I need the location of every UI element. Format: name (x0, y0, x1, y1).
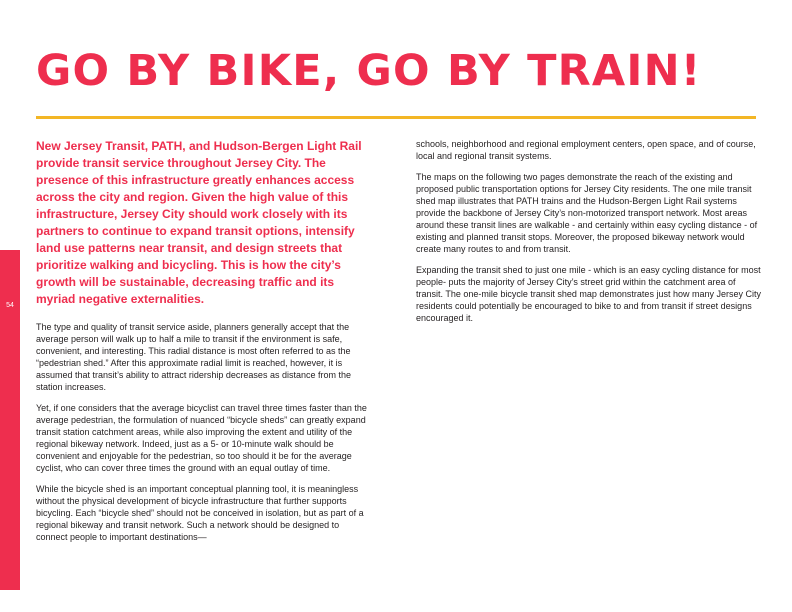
title-divider (36, 116, 756, 119)
left-column (36, 138, 372, 552)
page-side-tab (0, 250, 20, 590)
page-title: GO BY BIKE, GO BY TRAIN! (36, 46, 702, 96)
body-paragraph: The type and quality of transit service aside, planners generally accept that the average person will walk up to half a mile to transit if the environment is safe, convenient, and interesting. This radial distance is most often referred to as the “pedestrian shed.” After this approximate radial limit is reached, however, it is assumed that transit’s ability to attract ridership decreases as distance from the station increases. (36, 322, 351, 392)
page-number: 54 (6, 302, 14, 309)
body-paragraph: While the bicycle shed is an important conceptual planning tool, it is meaningless without the physical development of bicycle infrastructure that further supports bicycling. Each “bicycle shed” should not be conceived in isolation, but as part of a regional bikeway and transit network. Such a network should be designed to connect people to important destinations— (36, 484, 364, 542)
intro-paragraph: New Jersey Transit, PATH, and Hudson-Bergen Light Rail provide transit service throughout Jersey City. The presence of this infrastructure greatly enhances access across the city and region. Given the high value of this infrastructure, Jersey City should work closely with its partners to continue to expand transit options, intensify land use patterns near transit, and design streets that prioritize walking and bicycling. This is how the city’s growth will be sustainable, decreasing traffic and its myriad negative externalities. (36, 139, 362, 306)
body-paragraph: Expanding the transit shed to just one mile - which is an easy cycling distance for most people- puts the majority of Jersey City’s street grid within the catchment area of transit. The one-mile bicycle transit shed map demonstrates just how many Jersey City residents could potentially be encouraged to bike to and from transit if street designs encouraged it. (416, 265, 761, 323)
body-paragraph: The maps on the following two pages demonstrate the reach of the existing and proposed public transportation options for Jersey City residents. The one mile transit shed map illustrates that PATH trains and the Hudson-Bergen Light Rail systems provide the backbone of Jersey City’s non-motorized transport network. Most areas around these transit lines are walkable - and certainly within easy cycling distance - of existing and planned transit stops. Moreover, the proposed bikeway network would create many routes to and from transit. (416, 172, 758, 254)
body-paragraph: Yet, if one considers that the average bicyclist can travel three times faster than the average pedestrian, the formulation of nuanced “bicycle sheds” can greatly expand transit station catchment areas, while also improving the extent and utility of the regional bikeway network. Indeed, just as a 5- or 10-minute walk should be convenient and enjoyable for the pedestrian, so too should it be for the average cyclist, who can cover three times the ground with an equal outlay of time. (36, 403, 367, 473)
body-paragraph: schools, neighborhood and regional employment centers, open space, and of course, local and regional transit systems. (416, 139, 756, 161)
right-column (416, 138, 764, 333)
